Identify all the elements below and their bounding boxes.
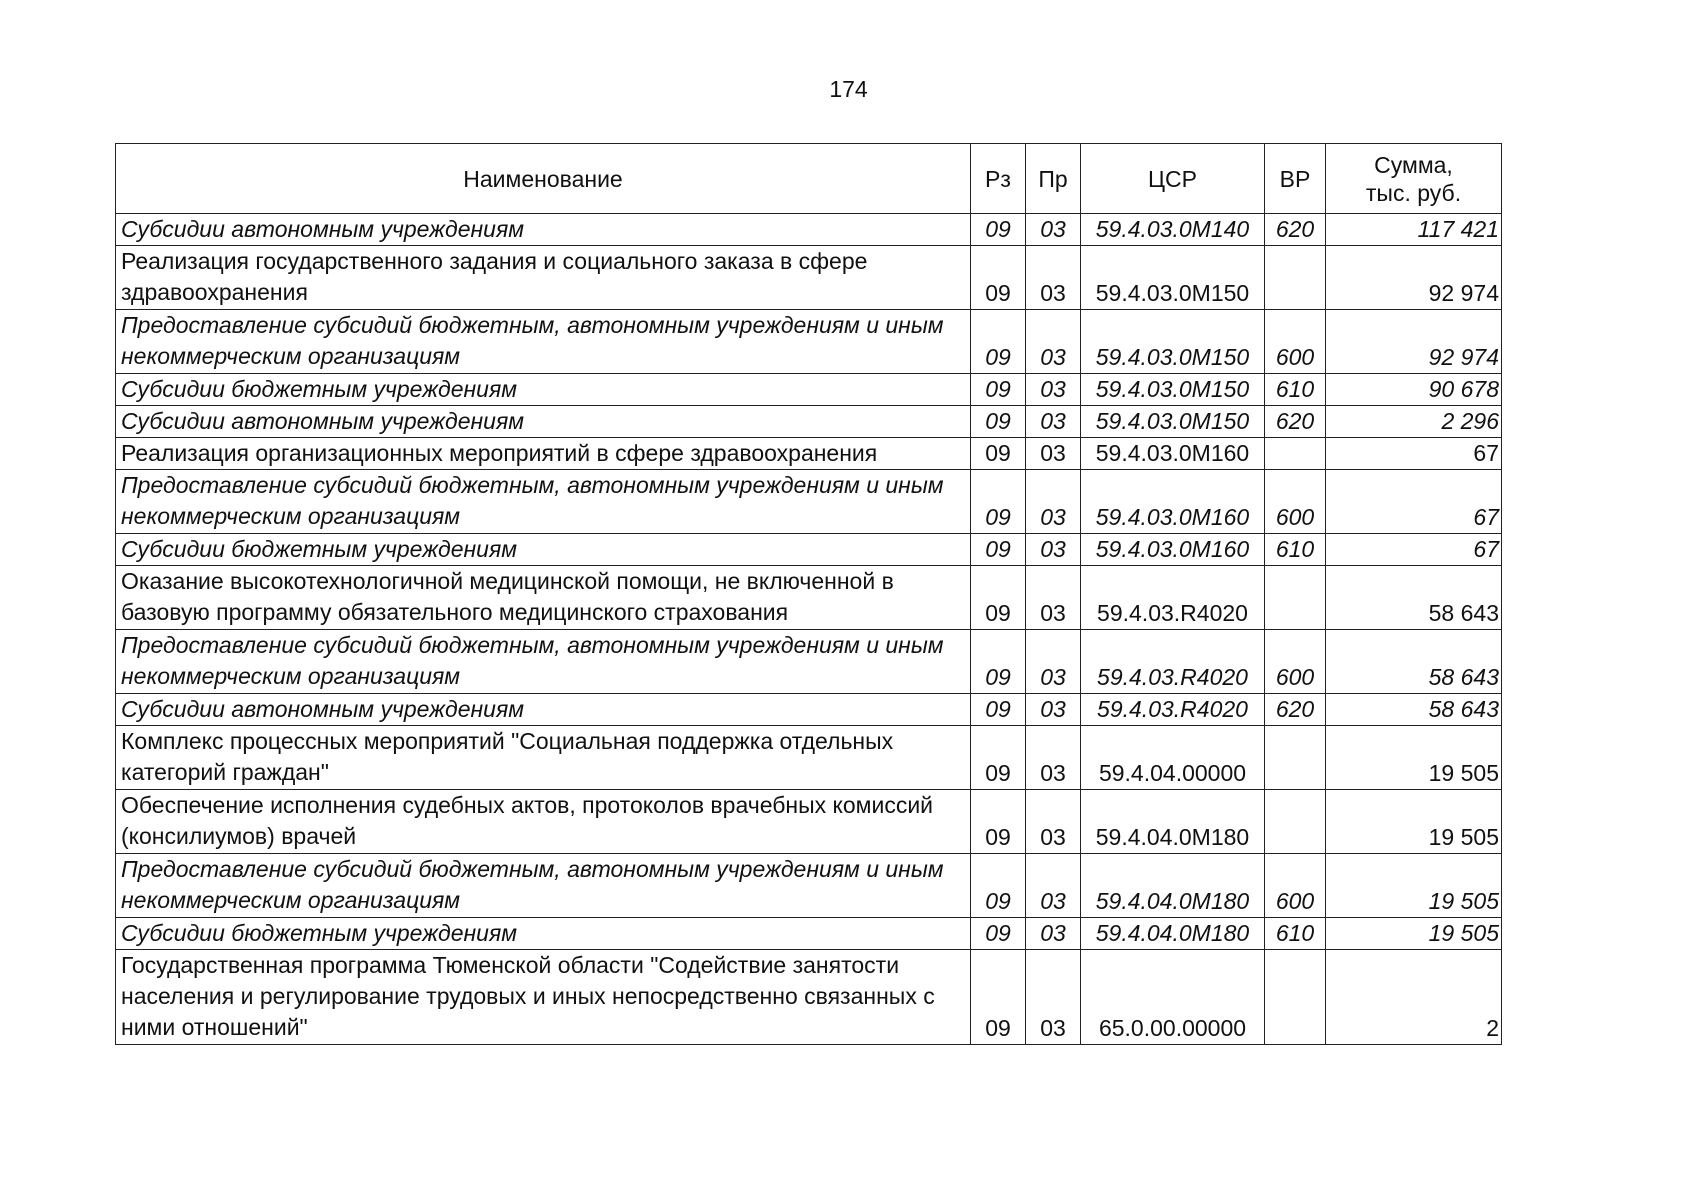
row-vr: 600 (1265, 854, 1326, 918)
table-row (116, 566, 1502, 630)
row-sum: 19 505 (1326, 726, 1502, 790)
table-row (116, 470, 1502, 534)
row-name: Реализация государственного задания и социального заказа в сфере здравоохранения (116, 246, 971, 310)
row-rz: 09 (971, 374, 1026, 406)
row-csr: 59.4.03.0М160 (1081, 534, 1265, 566)
row-pr: 03 (1026, 950, 1081, 1045)
row-vr (1265, 950, 1326, 1045)
row-sum: 58 643 (1326, 630, 1502, 694)
row-sum: 58 643 (1326, 566, 1502, 630)
row-vr: 620 (1265, 406, 1326, 438)
row-name: Реализация организационных мероприятий в сфере здравоохранения (116, 438, 971, 470)
row-name: Предоставление субсидий бюджетным, автономным учреждениям и иным некоммерческим организациям (116, 630, 971, 694)
row-vr (1265, 246, 1326, 310)
row-vr: 610 (1265, 534, 1326, 566)
row-pr: 03 (1026, 630, 1081, 694)
budget-table (115, 143, 1502, 1045)
row-rz: 09 (971, 918, 1026, 950)
row-name: Субсидии бюджетным учреждениям (116, 534, 971, 566)
table-row (116, 246, 1502, 310)
table-row (116, 790, 1502, 854)
row-csr: 59.4.03.0М160 (1081, 470, 1265, 534)
row-pr: 03 (1026, 246, 1081, 310)
row-name: Комплекс процессных мероприятий "Социальная поддержка отдельных категорий граждан" (116, 726, 971, 790)
row-rz: 09 (971, 630, 1026, 694)
row-csr: 59.4.03.0М150 (1081, 310, 1265, 374)
column-header-pr: Пр (1026, 144, 1081, 214)
row-name: Предоставление субсидий бюджетным, автономным учреждениям и иным некоммерческим организациям (116, 310, 971, 374)
table-row (116, 918, 1502, 950)
row-csr: 59.4.03.R4020 (1081, 566, 1265, 630)
row-sum: 67 (1326, 470, 1502, 534)
row-name: Субсидии автономным учреждениям (116, 694, 971, 726)
row-sum: 67 (1326, 534, 1502, 566)
row-csr: 59.4.03.R4020 (1081, 694, 1265, 726)
row-sum: 19 505 (1326, 790, 1502, 854)
row-vr (1265, 438, 1326, 470)
table-header-row (116, 144, 1502, 214)
table-row (116, 630, 1502, 694)
row-sum: 2 (1326, 950, 1502, 1045)
row-rz: 09 (971, 246, 1026, 310)
row-csr: 59.4.03.0М140 (1081, 214, 1265, 246)
row-vr: 610 (1265, 374, 1326, 406)
row-csr: 59.4.03.R4020 (1081, 630, 1265, 694)
row-name: Предоставление субсидий бюджетным, автономным учреждениям и иным некоммерческим организациям (116, 470, 971, 534)
table-row (116, 214, 1502, 246)
row-csr: 59.4.04.00000 (1081, 726, 1265, 790)
row-rz: 09 (971, 950, 1026, 1045)
row-csr: 59.4.03.0М160 (1081, 438, 1265, 470)
row-rz: 09 (971, 694, 1026, 726)
row-pr: 03 (1026, 790, 1081, 854)
row-pr: 03 (1026, 470, 1081, 534)
row-name: Субсидии бюджетным учреждениям (116, 918, 971, 950)
table-row (116, 534, 1502, 566)
column-header-sum: Сумма, тыс. руб. (1326, 144, 1502, 214)
row-vr (1265, 726, 1326, 790)
row-pr: 03 (1026, 406, 1081, 438)
row-pr: 03 (1026, 534, 1081, 566)
row-name: Государственная программа Тюменской области "Содействие занятости населения и регулирование трудовых и иных непосредственно связанных с ними отношений" (116, 950, 971, 1045)
row-csr: 65.0.00.00000 (1081, 950, 1265, 1045)
table-row (116, 854, 1502, 918)
row-name: Предоставление субсидий бюджетным, автономным учреждениям и иным некоммерческим организациям (116, 854, 971, 918)
row-pr: 03 (1026, 438, 1081, 470)
row-sum: 19 505 (1326, 854, 1502, 918)
row-name: Субсидии автономным учреждениям (116, 214, 971, 246)
table-row (116, 310, 1502, 374)
row-csr: 59.4.04.0М180 (1081, 918, 1265, 950)
column-header-csr: ЦСР (1081, 144, 1265, 214)
row-csr: 59.4.04.0М180 (1081, 790, 1265, 854)
row-rz: 09 (971, 406, 1026, 438)
row-csr: 59.4.03.0М150 (1081, 374, 1265, 406)
row-name: Субсидии автономным учреждениям (116, 406, 971, 438)
row-csr: 59.4.03.0М150 (1081, 406, 1265, 438)
table-row (116, 406, 1502, 438)
row-rz: 09 (971, 534, 1026, 566)
row-csr: 59.4.04.0М180 (1081, 854, 1265, 918)
row-pr: 03 (1026, 918, 1081, 950)
row-vr: 620 (1265, 214, 1326, 246)
row-vr (1265, 790, 1326, 854)
row-rz: 09 (971, 470, 1026, 534)
row-csr: 59.4.03.0М150 (1081, 246, 1265, 310)
column-header-name: Наименование (116, 144, 971, 214)
row-sum: 58 643 (1326, 694, 1502, 726)
row-pr: 03 (1026, 726, 1081, 790)
row-rz: 09 (971, 566, 1026, 630)
row-sum: 67 (1326, 438, 1502, 470)
row-rz: 09 (971, 438, 1026, 470)
row-sum: 90 678 (1326, 374, 1502, 406)
row-pr: 03 (1026, 310, 1081, 374)
row-vr: 600 (1265, 630, 1326, 694)
column-header-rz: Рз (971, 144, 1026, 214)
row-pr: 03 (1026, 854, 1081, 918)
table-row (116, 438, 1502, 470)
row-pr: 03 (1026, 566, 1081, 630)
row-vr: 600 (1265, 470, 1326, 534)
row-pr: 03 (1026, 214, 1081, 246)
row-rz: 09 (971, 854, 1026, 918)
row-name: Обеспечение исполнения судебных актов, протоколов врачебных комиссий (консилиумов) врачей (116, 790, 971, 854)
row-sum: 92 974 (1326, 310, 1502, 374)
row-rz: 09 (971, 214, 1026, 246)
row-name: Субсидии бюджетным учреждениям (116, 374, 971, 406)
row-sum: 19 505 (1326, 918, 1502, 950)
table-row (116, 694, 1502, 726)
row-sum: 92 974 (1326, 246, 1502, 310)
row-pr: 03 (1026, 374, 1081, 406)
table-row (116, 374, 1502, 406)
row-rz: 09 (971, 310, 1026, 374)
row-rz: 09 (971, 726, 1026, 790)
row-vr: 600 (1265, 310, 1326, 374)
table-row (116, 726, 1502, 790)
page-number: 174 (829, 76, 868, 102)
table-row (116, 950, 1502, 1045)
row-vr (1265, 566, 1326, 630)
row-name: Оказание высокотехнологичной медицинской помощи, не включенной в базовую программу обязательного медицинского страхования (116, 566, 971, 630)
row-pr: 03 (1026, 694, 1081, 726)
row-sum: 117 421 (1326, 214, 1502, 246)
column-header-vr: ВР (1265, 144, 1326, 214)
row-sum: 2 296 (1326, 406, 1502, 438)
row-vr: 620 (1265, 694, 1326, 726)
row-rz: 09 (971, 790, 1026, 854)
row-vr: 610 (1265, 918, 1326, 950)
